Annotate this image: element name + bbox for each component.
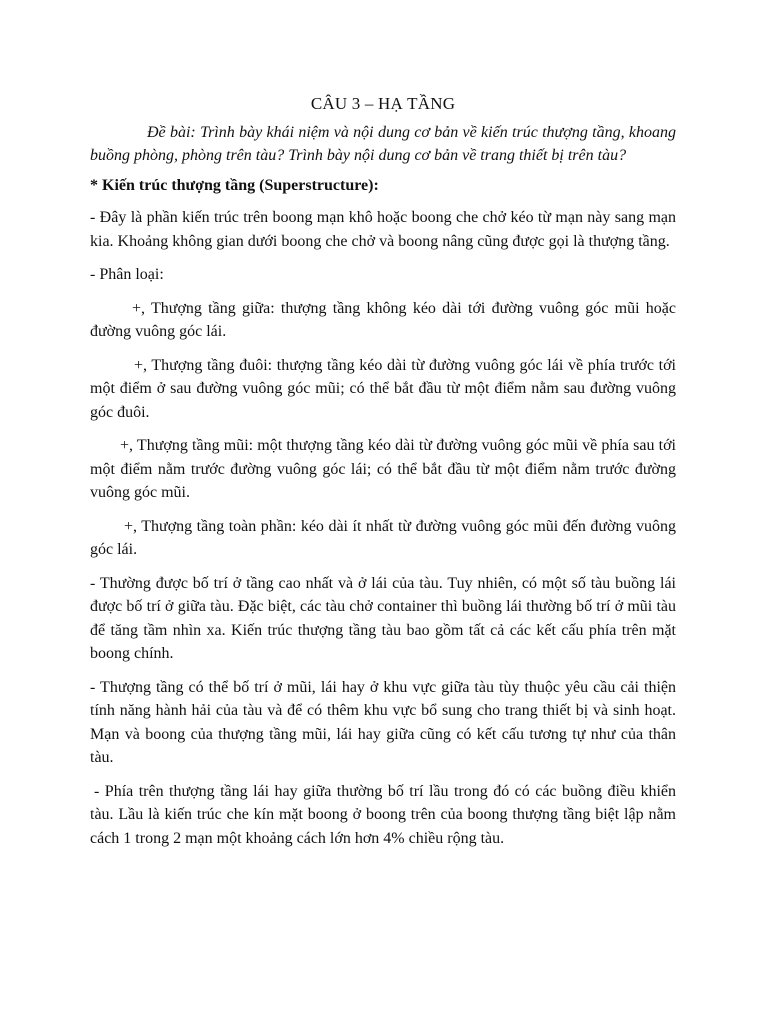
paragraph-bow-superstructure: +, Thượng tầng mũi: một thượng tầng kéo dài từ đường vuông góc mũi về phía sau tới một điểm nằm trước đường vuông góc lái; có thể bắt đầu từ một điểm nằm trước đường vuông góc mũi. [90,437,676,501]
paragraph-location: - Thường được bố trí ở tầng cao nhất và ở lái của tàu. Tuy nhiên, có một số tàu buồng lái được bố trí ở giữa tàu. Đặc biệt, các tàu chở container thì buồng lái thường bố trí ở mũi tàu để tăng tầm nhìn xa. Kiến trúc thượng tầng tàu bao gồm tất cả các kết cấu phía trên mặt boong chính. [90,574,676,662]
question-text: Đề bài: Trình bày khái niệm và nội dung cơ bản về kiến trúc thượng tầng, khoang buồng phòng, phòng trên tàu? Trình bày nội dung cơ bản về trang thiết bị trên tàu? [90,123,676,164]
paragraph-arrangement: - Thượng tầng có thể bố trí ở mũi, lái hay ở khu vực giữa tàu tùy thuộc yêu cầu cải thiện tính năng hành hải của tàu và để có thêm khu vực bổ sung cho trang thiết bị và sinh hoạt. Mạn và boong của thượng tầng mũi, lái hay giữa cũng có kết cấu tương tự như của thân tàu. [90,678,676,766]
paragraph-full-superstructure: +, Thượng tầng toàn phần: kéo dài ít nhất từ đường vuông góc mũi đến đường vuông góc lái. [90,517,676,558]
document-page [90,92,676,860]
paragraph-deckhouse: - Phía trên thượng tầng lái hay giữa thường bố trí lầu trong đó có các buồng điều khiển tàu. Lầu là kiến trúc che kín mặt boong ở boong trên của boong thượng tầng biệt lập nằm cách 1 trong 2 mạn một khoảng cách lớn hơn 4% chiều rộng tàu. [90,782,676,847]
page-title: CÂU 3 – HẠ TẦNG [310,94,456,113]
paragraph-definition: - Đây là phần kiến trúc trên boong mạn khô hoặc boong che chở kéo từ mạn này sang mạn kia. Khoảng không gian dưới boong che chở và boong nâng cũng được gọi là thượng tầng. [90,209,676,250]
paragraph-classification: - Phân loại: [90,266,164,283]
paragraph-middle-superstructure: +, Thượng tầng giữa: thượng tầng không kéo dài tới đường vuông góc mũi hoặc đường vuông góc lái. [90,299,676,340]
section-heading: * Kiến trúc thượng tầng (Superstructure): [90,176,379,194]
paragraph-stern-superstructure: +, Thượng tầng đuôi: thượng tầng kéo dài từ đường vuông góc lái về phía trước tới một điểm ở sau đường vuông góc mũi; có thể bắt đầu từ một điểm nằm sau đường vuông góc đuôi. [90,356,676,421]
